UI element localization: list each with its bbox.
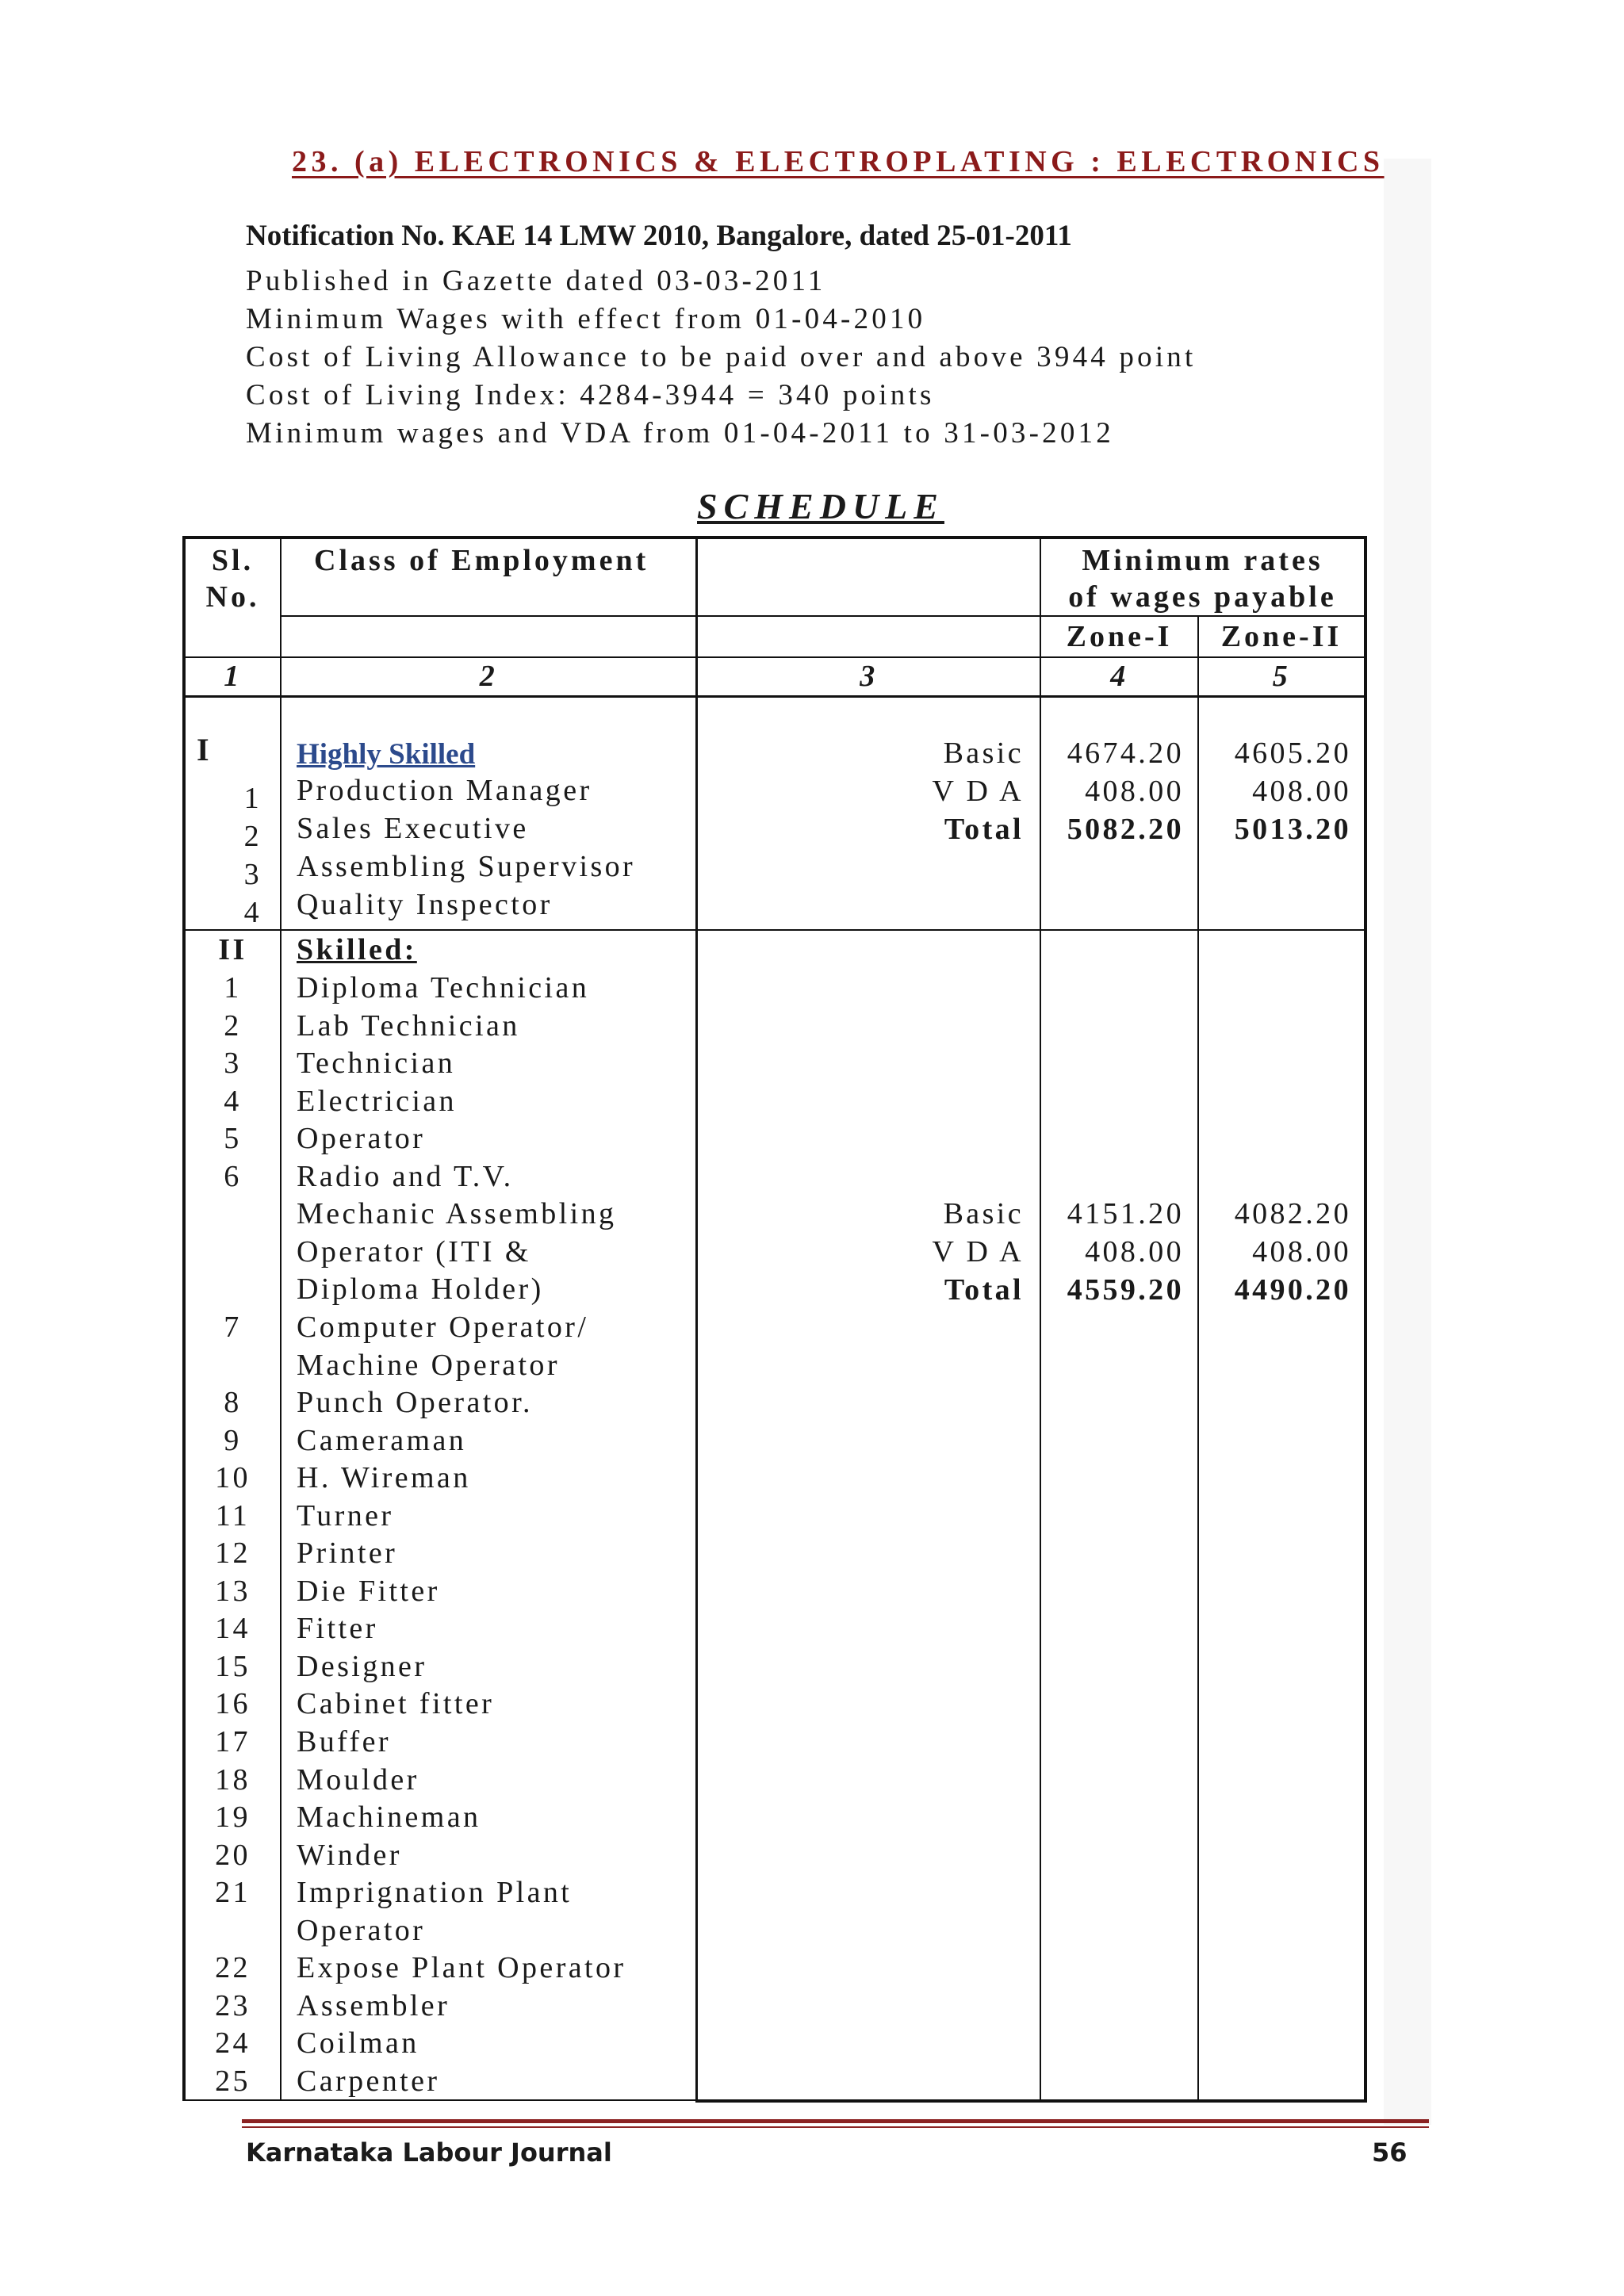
zone1-rate: 5082.20	[1067, 813, 1184, 846]
zone2-rate: 4082.20	[1234, 1197, 1351, 1230]
employment-class: Turner	[297, 1498, 394, 1533]
zone2-rate: 408.00	[1252, 1235, 1351, 1269]
employment-class: Imprignation Plant	[297, 1876, 573, 1910]
employment-class: Operator (ITI &	[297, 1234, 531, 1269]
sl-number: 16	[215, 1687, 251, 1721]
sl-number: 19	[215, 1800, 251, 1835]
zone1-header: Zone-I	[1066, 620, 1173, 653]
employment-class: H. Wireman	[297, 1461, 471, 1495]
colnum-divider	[182, 695, 1367, 698]
employment-class: Carpenter	[297, 2064, 440, 2098]
table-bottom-right	[696, 2099, 1367, 2103]
employment-class: Machine Operator	[297, 1348, 560, 1382]
group-number: I	[197, 732, 212, 767]
sl-number: 1	[224, 971, 242, 1004]
sl-number: 6	[224, 1159, 242, 1193]
employment-class: Computer Operator/	[297, 1310, 589, 1344]
rates-header: Minimum rates	[1082, 544, 1323, 577]
sl-number: 14	[215, 1612, 251, 1646]
notification-number: Notification No. KAE 14 LMW 2010, Bangalore, dated 25-01-2011	[246, 220, 1072, 252]
column-number: 3	[860, 660, 878, 693]
group-heading-link[interactable]: Highly Skilled	[297, 738, 476, 771]
employment-class: Diploma Technician	[297, 971, 590, 1004]
footer-rule	[242, 2126, 1429, 2128]
employment-class: Diploma Holder)	[297, 1272, 544, 1307]
scan-shadow	[1384, 159, 1431, 2125]
vda-period-line: Minimum wages and VDA from 01-04-2011 to 31-03-2012	[246, 417, 1114, 450]
rate-label: Basic	[943, 737, 1024, 770]
sl-number: 2	[243, 820, 262, 853]
sl-number: 9	[224, 1423, 242, 1457]
employment-class: Production Manager	[297, 774, 592, 807]
employment-class: Coilman	[297, 2026, 419, 2061]
sl-number: 22	[215, 1951, 251, 1985]
sl-number: 18	[215, 1762, 251, 1797]
sl-number: 24	[215, 2026, 251, 2061]
employment-class: Assembler	[297, 1988, 450, 2022]
sl-number: 3	[224, 1047, 242, 1081]
column-number: 2	[479, 660, 498, 693]
employment-class: Cabinet fitter	[297, 1687, 495, 1721]
rate-label: V D A	[932, 775, 1024, 808]
group-number: II	[218, 933, 247, 966]
rates-header-2: of wages payable	[1068, 580, 1337, 614]
employment-class: Designer	[297, 1649, 427, 1683]
employment-class: Technician	[297, 1047, 456, 1081]
sl-number: 2	[224, 1008, 242, 1043]
zone2-rate: 5013.20	[1234, 813, 1351, 846]
rate-label: Basic	[943, 1197, 1024, 1230]
class-header: Class of Employment	[314, 544, 649, 577]
sl-number: 8	[224, 1386, 242, 1420]
employment-class: Fitter	[297, 1612, 378, 1646]
sl-number: 4	[243, 896, 262, 929]
rate-label: V D A	[932, 1235, 1024, 1269]
sl-number: 20	[215, 1838, 251, 1872]
zone1-rate: 4674.20	[1067, 737, 1184, 770]
effective-date-line: Minimum Wages with effect from 01-04-2010	[246, 303, 926, 335]
table-top-border	[182, 536, 1367, 539]
sl-number: 1	[243, 782, 262, 815]
rate-label: Total	[944, 813, 1024, 846]
employment-class: Cameraman	[297, 1423, 467, 1457]
sl-header-2: No.	[205, 580, 260, 614]
employment-class: Operator	[297, 1913, 426, 1947]
sl-number: 21	[215, 1876, 251, 1910]
employment-class: Moulder	[297, 1762, 419, 1797]
zone1-rate: 408.00	[1085, 775, 1184, 808]
employment-class: Quality Inspector	[297, 888, 553, 921]
employment-class: Punch Operator.	[297, 1386, 533, 1420]
employment-class: Expose Plant Operator	[297, 1951, 626, 1985]
group-heading: Skilled:	[297, 933, 417, 966]
zone1-rate: 4151.20	[1067, 1197, 1184, 1230]
rate-label: Total	[944, 1273, 1024, 1307]
employment-class: Radio and T.V.	[297, 1159, 514, 1193]
sl-number: 25	[215, 2064, 251, 2098]
footer-rule	[242, 2119, 1429, 2123]
employment-class: Machineman	[297, 1800, 481, 1835]
employment-class: Lab Technician	[297, 1008, 520, 1043]
sl-number: 3	[243, 858, 262, 891]
zone2-rate: 4490.20	[1234, 1273, 1351, 1307]
table-right-border	[1364, 536, 1367, 2103]
sl-number: 13	[215, 1574, 251, 1608]
journal-name: Karnataka Labour Journal	[246, 2137, 612, 2168]
column-number: 5	[1272, 660, 1291, 693]
employment-class: Winder	[297, 1838, 402, 1872]
employment-class: Mechanic Assembling	[297, 1197, 617, 1231]
employment-class: Sales Executive	[297, 812, 529, 845]
zone2-rate: 408.00	[1252, 775, 1351, 808]
page-title: 23. (a) ELECTRONICS & ELECTROPLATING : ELECTRONICS	[292, 145, 1385, 178]
sl-number: 12	[215, 1536, 251, 1571]
zone2-header: Zone-II	[1220, 620, 1342, 653]
sl-number: 17	[215, 1725, 251, 1758]
employment-class: Electrician	[297, 1084, 457, 1118]
sl-number: 23	[215, 1988, 251, 2022]
col-divider-1	[280, 536, 282, 2101]
sl-number: 4	[224, 1084, 242, 1118]
column-number: 1	[224, 660, 242, 693]
sl-number: 15	[215, 1649, 251, 1683]
employment-class: Operator	[297, 1122, 426, 1156]
column-number: 4	[1110, 660, 1128, 693]
employment-class: Assembling Supervisor	[297, 850, 636, 883]
employment-class: Buffer	[297, 1725, 391, 1758]
group-divider	[182, 929, 1367, 931]
zone1-rate: 408.00	[1085, 1235, 1184, 1269]
zone1-rate: 4559.20	[1067, 1273, 1184, 1307]
gazette-line: Published in Gazette dated 03-03-2011	[246, 265, 826, 297]
schedule-heading: SCHEDULE	[697, 486, 944, 526]
sl-header: Sl.	[211, 544, 255, 577]
sl-number: 11	[215, 1498, 251, 1533]
sl-number: 5	[224, 1122, 242, 1156]
sl-number: 7	[224, 1310, 242, 1344]
zone2-rate: 4605.20	[1234, 737, 1351, 770]
page-number: 56	[1372, 2137, 1408, 2168]
cost-index-line: Cost of Living Index: 4284-3944 = 340 points	[246, 379, 935, 411]
cola-line: Cost of Living Allowance to be paid over and above 3944 point	[246, 341, 1197, 373]
employment-class: Die Fitter	[297, 1574, 440, 1608]
sl-number: 10	[215, 1461, 251, 1495]
employment-class: Printer	[297, 1536, 398, 1571]
